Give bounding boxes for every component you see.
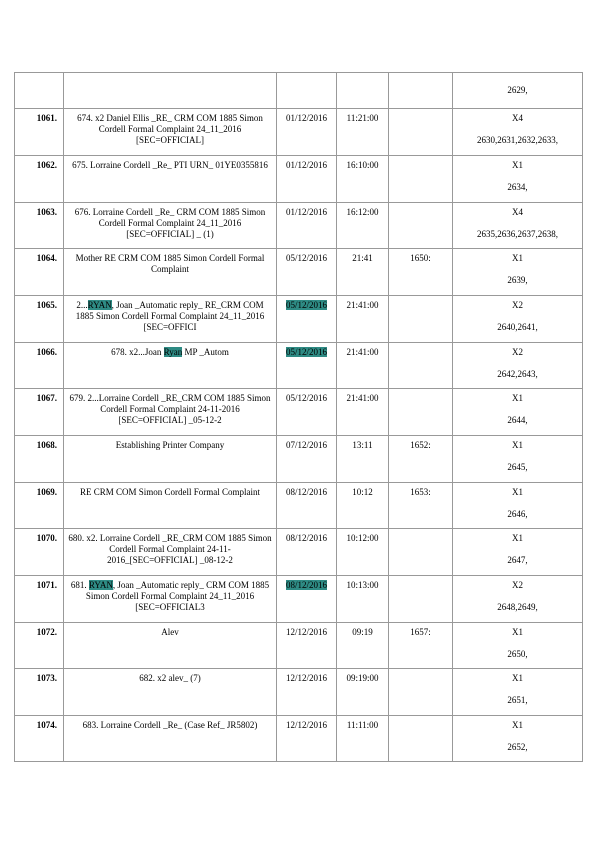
entry-reference xyxy=(389,669,453,716)
date-text: 01/12/2016 xyxy=(285,207,327,217)
entry-reference xyxy=(389,296,453,343)
description-text: 680. x2. Lorraine Cordell _RE_CRM COM 1885 Simon Cordell Formal Complaint 24-11-2016_[SEC=OFFICIAL] _08-12-2 xyxy=(68,533,272,565)
entry-time: 21:41:00 xyxy=(337,343,389,389)
document-log-table xyxy=(14,72,583,762)
item-count: X1 xyxy=(512,533,523,543)
table-row xyxy=(15,483,583,529)
entry-reference xyxy=(389,203,453,249)
table-row xyxy=(15,296,583,343)
date-text: 01/12/2016 xyxy=(285,160,327,170)
entry-date xyxy=(277,343,337,389)
entry-description xyxy=(64,156,277,203)
entry-time: 16:10:00 xyxy=(337,156,389,203)
entry-count-ids xyxy=(453,296,583,343)
entry-reference xyxy=(389,716,453,762)
entry-time: 16:12:00 xyxy=(337,203,389,249)
date-text: 05/12/2016 xyxy=(285,300,327,310)
description-text: 676. Lorraine Cordell _Re_ CRM COM 1885 Simon Cordell Formal Complaint 24_11_2016 [SEC=OFFICIAL] _ (1) xyxy=(74,207,266,239)
table-row xyxy=(15,436,583,483)
description-text: Mother RE CRM COM 1885 Simon Cordell Formal Complaint xyxy=(75,253,265,274)
description-text: 679. 2...Lorraine Cordell _RE_CRM COM 1885 Simon Cordell Formal Complaint 24-11-2016 [SEC=OFFICIAL] _05-12-2 xyxy=(69,393,271,425)
description-text: Establishing Printer Company xyxy=(115,440,225,450)
highlighted-text: RYAN xyxy=(88,580,113,590)
entry-number: 1073. xyxy=(15,669,64,716)
entry-count-ids xyxy=(453,716,583,762)
entry-count-ids xyxy=(453,249,583,296)
entry-count-ids xyxy=(453,156,583,203)
entry-date xyxy=(277,73,337,109)
entry-number: 1068. xyxy=(15,436,64,483)
item-count: X1 xyxy=(512,253,523,263)
entry-number: 1071. xyxy=(15,576,64,623)
date-text: 07/12/2016 xyxy=(285,440,327,450)
entry-count-ids xyxy=(453,483,583,529)
entry-count-ids xyxy=(453,669,583,716)
entry-description xyxy=(64,529,277,576)
item-count: X1 xyxy=(512,627,523,637)
item-ids: 2645, xyxy=(507,462,528,472)
entry-number: 1074. xyxy=(15,716,64,762)
entry-description xyxy=(64,203,277,249)
entry-time: 21:41:00 xyxy=(337,296,389,343)
entry-reference xyxy=(389,156,453,203)
table-row xyxy=(15,716,583,762)
description-text: RE CRM COM Simon Cordell Formal Complaint xyxy=(79,487,260,497)
entry-date xyxy=(277,203,337,249)
entry-time: 13:11 xyxy=(337,436,389,483)
entry-count-ids xyxy=(453,576,583,623)
entry-reference xyxy=(389,389,453,436)
entry-reference xyxy=(389,73,453,109)
item-count: X4 xyxy=(512,113,523,123)
entry-date xyxy=(277,109,337,156)
entry-count-ids xyxy=(453,343,583,389)
description-text: Alev xyxy=(161,627,179,637)
date-text: 12/12/2016 xyxy=(285,720,327,730)
entry-reference xyxy=(389,576,453,623)
item-count: X1 xyxy=(512,720,523,730)
date-text: 01/12/2016 xyxy=(285,113,327,123)
description-text: 2... xyxy=(76,300,88,310)
item-ids: 2642,2643, xyxy=(497,369,538,379)
table-row xyxy=(15,203,583,249)
table-row xyxy=(15,529,583,576)
table-row xyxy=(15,669,583,716)
entry-time: 09:19:00 xyxy=(337,669,389,716)
entry-count-ids xyxy=(453,109,583,156)
item-ids: 2647, xyxy=(507,555,528,565)
entry-number: 1072. xyxy=(15,623,64,669)
item-count: X4 xyxy=(512,207,523,217)
entry-date xyxy=(277,529,337,576)
date-text: 05/12/2016 xyxy=(285,253,327,263)
description-text: 682. x2 alev_ (7) xyxy=(139,673,201,683)
entry-date xyxy=(277,483,337,529)
entry-number: 1066. xyxy=(15,343,64,389)
item-count: X1 xyxy=(512,160,523,170)
entry-time: 11:11:00 xyxy=(337,716,389,762)
entry-number: 1063. xyxy=(15,203,64,249)
entry-description xyxy=(64,296,277,343)
entry-time: 10:12:00 xyxy=(337,529,389,576)
entry-description xyxy=(64,109,277,156)
item-ids: 2639, xyxy=(507,275,528,285)
description-text: MP _Autom xyxy=(182,347,229,357)
entry-description xyxy=(64,716,277,762)
entry-number: 1070. xyxy=(15,529,64,576)
item-count: X1 xyxy=(512,487,523,497)
entry-reference xyxy=(389,343,453,389)
entry-number: 1064. xyxy=(15,249,64,296)
date-text: 08/12/2016 xyxy=(285,580,327,590)
entry-time: 21:41:00 xyxy=(337,389,389,436)
entry-count-ids xyxy=(453,436,583,483)
entry-count-ids xyxy=(453,203,583,249)
entry-reference: 1653: xyxy=(389,483,453,529)
entry-time xyxy=(337,73,389,109)
item-count: X2 xyxy=(512,300,523,310)
table-row xyxy=(15,249,583,296)
item-ids: 2651, xyxy=(507,695,528,705)
highlighted-text: RYAN xyxy=(87,300,112,310)
entry-date xyxy=(277,436,337,483)
entry-date xyxy=(277,716,337,762)
date-text: 08/12/2016 xyxy=(285,533,327,543)
entry-description xyxy=(64,73,277,109)
entry-description xyxy=(64,249,277,296)
entry-reference xyxy=(389,109,453,156)
item-ids: 2640,2641, xyxy=(497,322,538,332)
item-ids: 2635,2636,2637,2638, xyxy=(477,229,558,239)
description-text: 683. Lorraine Cordell _Re_ (Case Ref_ JR5802) xyxy=(82,720,258,730)
entry-reference xyxy=(389,529,453,576)
table-row xyxy=(15,73,583,109)
description-text: 681. xyxy=(70,580,89,590)
date-text: 12/12/2016 xyxy=(285,627,327,637)
description-text: , Joan _Automatic reply_ RE_CRM COM 1885 Simon Cordell Formal Complaint 24_11_2016 [SEC=OFFICI xyxy=(75,300,265,332)
entry-time: 11:21:00 xyxy=(337,109,389,156)
entry-count-ids xyxy=(453,389,583,436)
date-text: 05/12/2016 xyxy=(285,347,327,357)
entry-reference: 1652: xyxy=(389,436,453,483)
table-row xyxy=(15,623,583,669)
item-ids: 2648,2649, xyxy=(497,602,538,612)
entry-date xyxy=(277,389,337,436)
entry-date xyxy=(277,296,337,343)
entry-description xyxy=(64,343,277,389)
entry-date xyxy=(277,249,337,296)
table-row xyxy=(15,389,583,436)
item-ids: 2650, xyxy=(507,649,528,659)
item-ids: 2634, xyxy=(507,182,528,192)
table-row xyxy=(15,576,583,623)
entry-description xyxy=(64,483,277,529)
entry-description xyxy=(64,436,277,483)
entry-reference: 1650: xyxy=(389,249,453,296)
table-row xyxy=(15,343,583,389)
date-text: 05/12/2016 xyxy=(285,393,327,403)
highlighted-text: Ryan xyxy=(163,347,183,357)
description-text: , Joan _Automatic reply_ CRM COM 1885 Simon Cordell Formal Complaint 24_11_2016 [SEC=OFFICIAL3 xyxy=(85,580,270,612)
description-text: 678. x2...Joan xyxy=(111,347,164,357)
entry-reference: 1657: xyxy=(389,623,453,669)
table-row xyxy=(15,156,583,203)
item-count: X1 xyxy=(512,673,523,683)
description-text: 675. Lorraine Cordell _Re_ PTI URN_ 01YE0355816 xyxy=(72,160,268,170)
entry-description xyxy=(64,623,277,669)
entry-date xyxy=(277,623,337,669)
item-count: X2 xyxy=(512,580,523,590)
item-ids: 2652, xyxy=(507,742,528,752)
date-text: 08/12/2016 xyxy=(285,487,327,497)
entry-count-ids xyxy=(453,623,583,669)
entry-number xyxy=(15,73,64,109)
table-row xyxy=(15,109,583,156)
entry-description xyxy=(64,576,277,623)
entry-number: 1067. xyxy=(15,389,64,436)
entry-count-ids xyxy=(453,529,583,576)
entry-number: 1061. xyxy=(15,109,64,156)
entry-time: 10:12 xyxy=(337,483,389,529)
entry-date xyxy=(277,156,337,203)
date-text: 12/12/2016 xyxy=(285,673,327,683)
entry-count-ids xyxy=(453,73,583,109)
log-table-body xyxy=(15,73,583,762)
item-ids: 2629, xyxy=(507,85,528,95)
item-ids: 2644, xyxy=(507,415,528,425)
item-count: X2 xyxy=(512,347,523,357)
item-count: X1 xyxy=(512,440,523,450)
entry-number: 1069. xyxy=(15,483,64,529)
item-ids: 2646, xyxy=(507,509,528,519)
entry-time: 10:13:00 xyxy=(337,576,389,623)
entry-date xyxy=(277,669,337,716)
entry-date xyxy=(277,576,337,623)
entry-description xyxy=(64,669,277,716)
entry-time: 21:41 xyxy=(337,249,389,296)
entry-number: 1062. xyxy=(15,156,64,203)
entry-number: 1065. xyxy=(15,296,64,343)
item-count: X1 xyxy=(512,393,523,403)
description-text: 674. x2 Daniel Ellis _RE_ CRM COM 1885 Simon Cordell Formal Complaint 24_11_2016 [SEC=OFFICIAL] xyxy=(77,113,263,145)
item-ids: 2630,2631,2632,2633, xyxy=(477,135,558,145)
entry-time: 09:19 xyxy=(337,623,389,669)
entry-description xyxy=(64,389,277,436)
